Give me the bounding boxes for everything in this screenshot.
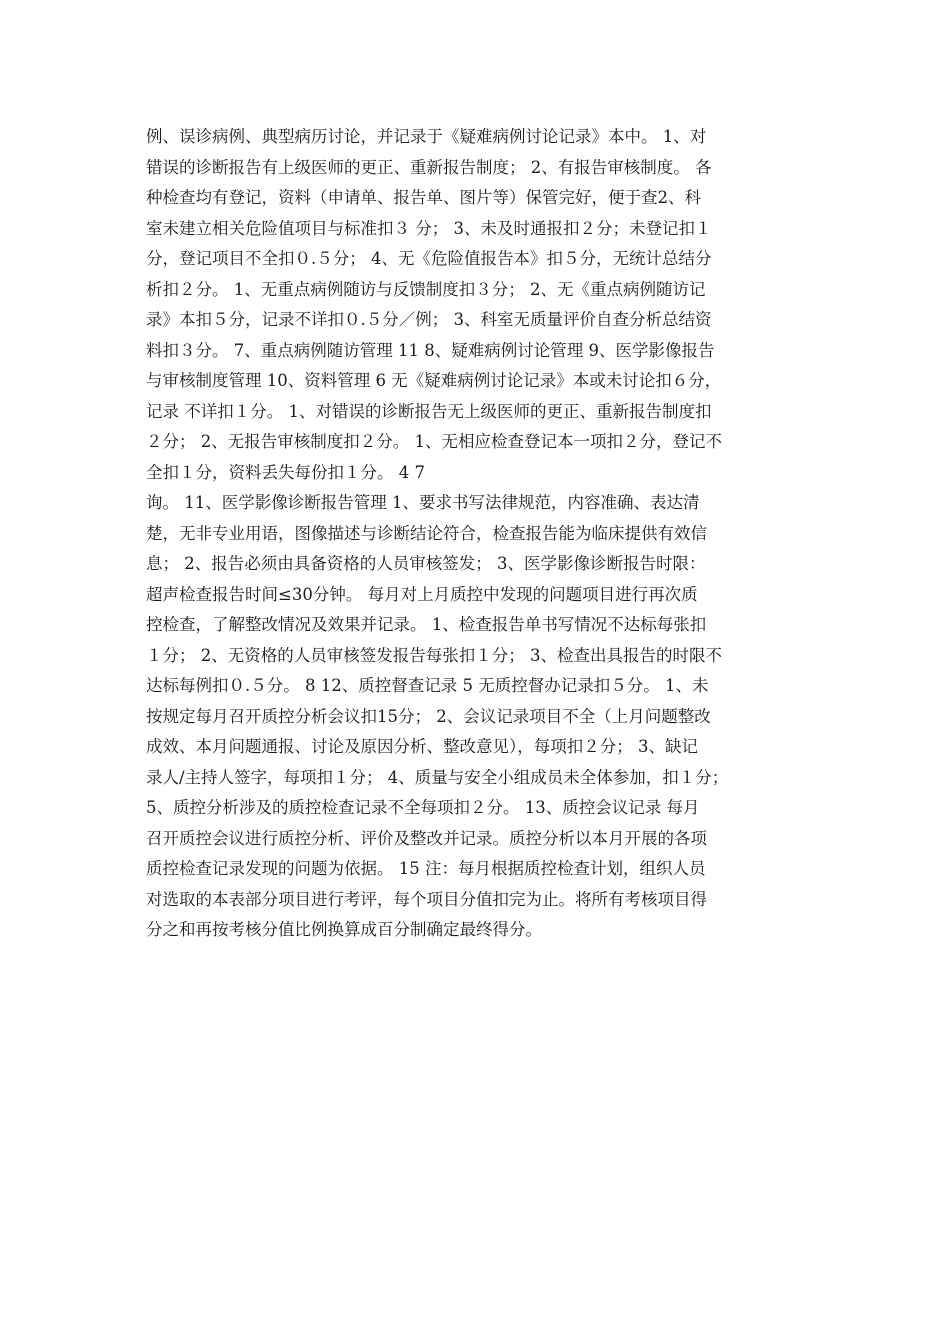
- text-line: 录》本扣５分，记录不详扣０.５分／例； 3、科室无质量评价自查分析总结资: [146, 310, 712, 329]
- text-line: ２分； 2、无报告审核制度扣２分。 1、无相应检查登记本一项扣２分，登记不: [146, 432, 722, 451]
- text-line: 成效、本月问题通报、讨论及原因分析、整改意见），每项扣２分； 3、缺记: [146, 737, 698, 756]
- text-line: 分之和再按考核分值比例换算成百分制确定最终得分。: [146, 920, 542, 939]
- text-line: 息； 2、报告必须由具备资格的人员审核签发； 3、医学影像诊断报告时限：: [146, 554, 706, 573]
- text-line: 种检查均有登记，资料（申请单、报告单、图片等）保管完好，便于查2、科: [146, 188, 701, 207]
- text-line: 达标每例扣０.５分。 8 12、质控督查记录 5 无质控督办记录扣５分。 1、未: [146, 676, 709, 695]
- text-line: 与审核制度管理 10、资料管理 6 无《疑难病例讨论记录》本或未讨论扣６分，: [146, 371, 722, 390]
- text-line: 错误的诊断报告有上级医师的更正、重新报告制度； 2、有报告审核制度。 各: [146, 157, 712, 177]
- text-line: 控检查，了解整改情况及效果并记录。 1、检查报告单书写情况不达标每张扣: [146, 615, 707, 634]
- document-body: [146, 122, 814, 946]
- text-line: 分，登记项目不全扣０.５分； 4、无《危险值报告本》扣５分，无统计总结分: [146, 249, 712, 268]
- text-line: 录人/主持人签字，每项扣１分； 4、质量与安全小组成员未全体参加，扣１分；: [146, 767, 729, 787]
- text-line: １分； 2、无资格的人员审核签发报告每张扣１分； 3、检查出具报告的时限不: [146, 645, 722, 665]
- text-line: 召开质控会议进行质控分析、评价及整改并记录。质控分析以本月开展的各项: [146, 828, 707, 848]
- text-line: 全扣１分，资料丢失每份扣１分。 4 7: [146, 462, 425, 482]
- text-line: 询。 11、医学影像诊断报告管理 1、要求书写法律规范，内容准确、表达清: [146, 493, 700, 512]
- text-line: 对选取的本表部分项目进行考评，每个项目分值扣完为止。将所有考核项目得: [146, 889, 707, 909]
- text-line: 记录 不详扣１分。 1、对错误的诊断报告无上级医师的更正、重新报告制度扣: [146, 401, 712, 421]
- text-line: 室未建立相关危险值项目与标准扣３ 分； 3、未及时通报扣２分；未登记扣１: [146, 218, 712, 238]
- text-line: 料扣３分。 7、重点病例随访管理 11 8、疑难病例讨论管理 9、医学影像报告: [146, 340, 715, 360]
- text-line: 例、误诊病例、典型病历讨论，并记录于《疑难病例讨论记录》本中。 1、对: [146, 127, 707, 146]
- text-line: 楚，无非专业用语，图像描述与诊断结论符合，检查报告能为临床提供有效信: [146, 523, 707, 543]
- text-line: 超声检查报告时间≤30分钟。 每月对上月质控中发现的问题项目进行再次质: [146, 584, 698, 604]
- text-line: 5、质控分析涉及的质控检查记录不全每项扣２分。 13、质控会议记录 每月: [146, 798, 700, 817]
- text-line: 按规定每月召开质控分析会议扣15分； 2、会议记录项目不全（上月问题整改: [146, 706, 711, 726]
- text-line: 质控检查记录发现的问题为依据。 15 注：每月根据质控检查计划，组织人员: [146, 859, 706, 878]
- text-line: 析扣２分。 1、无重点病例随访与反馈制度扣３分； 2、无《重点病例随访记: [146, 279, 706, 299]
